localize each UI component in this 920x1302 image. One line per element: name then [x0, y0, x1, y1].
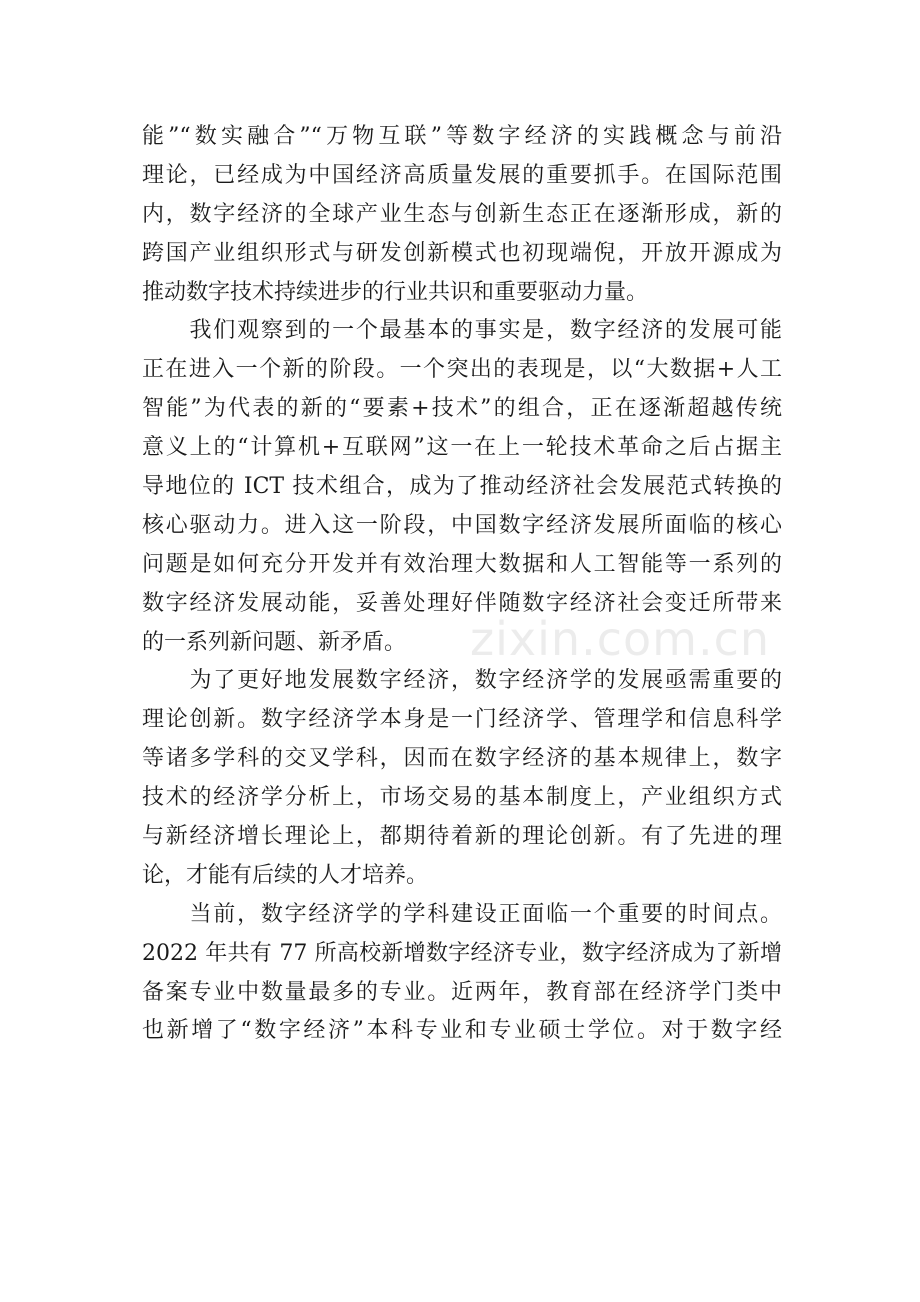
text-line: 导地位的 ICT 技术组合，成为了推动经济社会发展范式转换的	[142, 474, 782, 500]
text-line: 的一系列新问题、新矛盾。	[142, 629, 407, 655]
text-line: 正在进入一个新的阶段。一个突出的表现是，以“大数据+人工	[142, 357, 782, 383]
text-line: 推动数字技术持续进步的行业共识和重要驱动力量。	[142, 279, 649, 305]
paragraph-2	[142, 312, 782, 662]
text-line: 能”“数实融合”“万物互联”等数字经济的实践概念与前沿	[142, 124, 782, 149]
text-line: 也新增了“数字经济”本科专业和专业硕士学位。对于数字经	[142, 1018, 782, 1044]
text-line: 当前，数字经济学的学科建设正面临一个重要的时间点。	[142, 901, 782, 927]
paragraph-3	[142, 662, 782, 895]
paragraph-1	[142, 118, 782, 312]
text-line: 意义上的“计算机+互联网”这一在上一轮技术革命之后占据主	[142, 435, 782, 461]
text-line: 内，数字经济的全球产业生态与创新生态正在逐渐形成，新的	[142, 201, 782, 227]
text-line: 问题是如何充分开发并有效治理大数据和人工智能等一系列的	[142, 551, 782, 577]
document-body	[142, 118, 782, 1051]
text-line: 理论，已经成为中国经济高质量发展的重要抓手。在国际范围	[142, 162, 782, 188]
text-line: 跨国产业组织形式与研发创新模式也初现端倪，开放开源成为	[142, 240, 782, 266]
text-line: 智能”为代表的新的“要素+技术”的组合，正在逐渐超越传统	[142, 396, 782, 422]
text-line: 数字经济发展动能，妥善处理好伴随数字经济社会变迁所带来	[142, 590, 782, 616]
watermark: zixin.com.cn	[470, 612, 771, 666]
paragraph-4	[142, 896, 782, 1052]
text-line: 我们观察到的一个最基本的事实是，数字经济的发展可能	[142, 318, 782, 344]
text-line: 论，才能有后续的人才培养。	[142, 862, 429, 888]
text-line: 备案专业中数量最多的专业。近两年，教育部在经济学门类中	[142, 979, 782, 1005]
text-line: 与新经济增长理论上，都期待着新的理论创新。有了先进的理	[142, 824, 782, 850]
text-line: 等诸多学科的交叉学科，因而在数字经济的基本规律上，数字	[142, 746, 782, 772]
text-line: 2022 年共有 77 所高校新增数字经济专业，数字经济成为了新增	[142, 940, 782, 966]
text-line: 核心驱动力。进入这一阶段，中国数字经济发展所面临的核心	[142, 512, 782, 538]
text-line: 技术的经济学分析上，市场交易的基本制度上，产业组织方式	[142, 785, 782, 811]
text-line: 为了更好地发展数字经济，数字经济学的发展亟需重要的	[142, 668, 782, 694]
text-line: 理论创新。数字经济学本身是一门经济学、管理学和信息科学	[142, 707, 782, 733]
